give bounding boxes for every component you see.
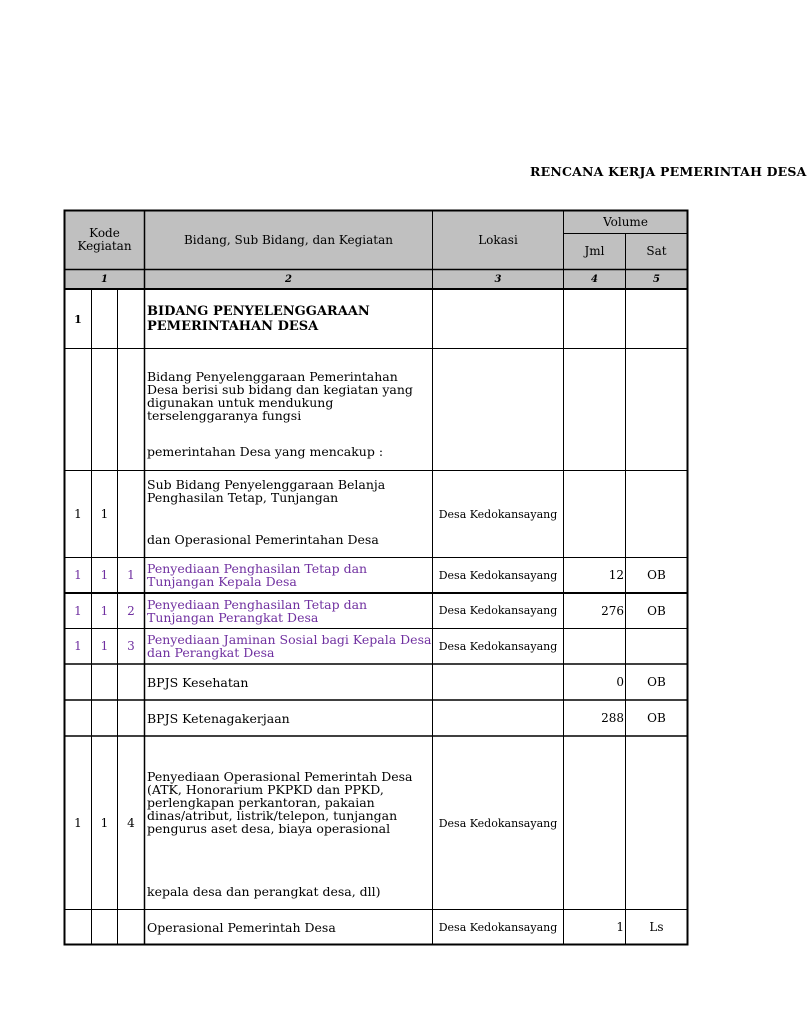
row-5-jml: 276 [601,603,624,618]
column-number-4: 4 [564,270,625,288]
row-3-bidang-extra: dan Operasional Pemerintahan Desa [147,531,379,547]
row-7-jml: 0 [616,675,624,689]
column-number-2: 2 [145,270,432,288]
row-10-lokasi: Desa Kedokansayang [438,920,558,934]
row-5-sat: OB [647,603,666,618]
row-6-kode-2: 1 [100,639,109,653]
row-9-bidang: Penyediaan Operasional Pemerintah Desa (ATK, Honorarium PKPKD dan PPKD, perlengkapan perkantoran, pakaian dinas/atribut, listrik/telepon, tunjangan pengurus aset desa, biaya operasional [147,769,413,836]
row-5-lokasi: Desa Kedokansayang [438,604,558,617]
header-kode-kegiatan: Kode Kegiatan [65,211,144,269]
row-4-bidang: Penyediaan Penghasilan Tetap dan Tunjangan Kepala Desa [147,561,368,589]
document-title: RENCANA KERJA PEMERINTAH DESA [530,164,807,179]
row-3-lokasi: Desa Kedokansayang [438,507,558,521]
row-1-bidang: BIDANG PENYELENGGARAAN PEMERINTAHAN DESA [147,304,370,334]
column-number-5: 5 [626,270,687,288]
row-8-jml: 288 [601,711,624,725]
row-4-lokasi: Desa Kedokansayang [438,568,558,582]
header-sat: Sat [626,234,687,269]
row-8-sat: OB [647,711,666,725]
row-4-jml: 12 [608,568,624,582]
header-bidang: Bidang, Sub Bidang, dan Kegiatan [145,211,432,269]
row-7-sat: OB [647,675,666,689]
row-2-bidang: Bidang Penyelenggaraan Pemerintahan Desa berisi sub bidang dan kegiatan yang digunakan untuk mendukung terselenggaranya fungsi [147,369,413,423]
row-9-kode-2: 1 [100,816,109,830]
row-4-kode-2: 1 [100,568,109,582]
column-number-3: 3 [433,270,563,288]
header-lokasi: Lokasi [433,211,563,269]
row-6-bidang: Penyediaan Jaminan Sosial bagi Kepala Desa dan Perangkat Desa [147,632,432,660]
row-10-sat: Ls [649,920,664,934]
row-5-bidang: Penyediaan Penghasilan Tetap dan Tunjangan Perangkat Desa [147,596,368,625]
row-9-bidang-extra: kepala desa dan perangkat desa, dll) [147,883,381,899]
row-3-kode-2: 1 [100,507,109,521]
row-6-kode-3: 3 [127,639,135,653]
row-4-kode-3: 1 [127,568,135,582]
row-5-kode-2: 1 [100,603,109,618]
row-8-bidang: BPJS Ketenagakerjaan [147,710,290,726]
header-jml: Jml [564,234,625,269]
row-4-sat: OB [647,568,666,582]
row-9-lokasi: Desa Kedokansayang [438,816,558,830]
row-5-kode-3: 2 [127,603,135,618]
row-10-jml: 1 [616,920,624,934]
row-3-kode-1: 1 [74,507,82,521]
row-1-kode-1: 1 [74,312,82,326]
row-3-bidang: Sub Bidang Penyelenggaraan Belanja Penghasilan Tetap, Tunjangan [147,477,386,505]
row-5-kode-1: 1 [74,603,82,618]
header-volume: Volume [564,211,687,233]
row-9-kode-1: 1 [74,816,82,830]
row-7-bidang: BPJS Kesehatan [147,674,249,690]
row-4-kode-1: 1 [74,568,82,582]
row-6-kode-1: 1 [74,639,82,653]
row-6-lokasi: Desa Kedokansayang [438,639,558,653]
row-10-bidang: Operasional Pemerintah Desa [147,919,336,935]
column-number-1: 1 [65,270,144,288]
row-2-bidang-extra: pemerintahan Desa yang mencakup : [147,443,384,459]
row-9-kode-3: 4 [127,816,135,830]
